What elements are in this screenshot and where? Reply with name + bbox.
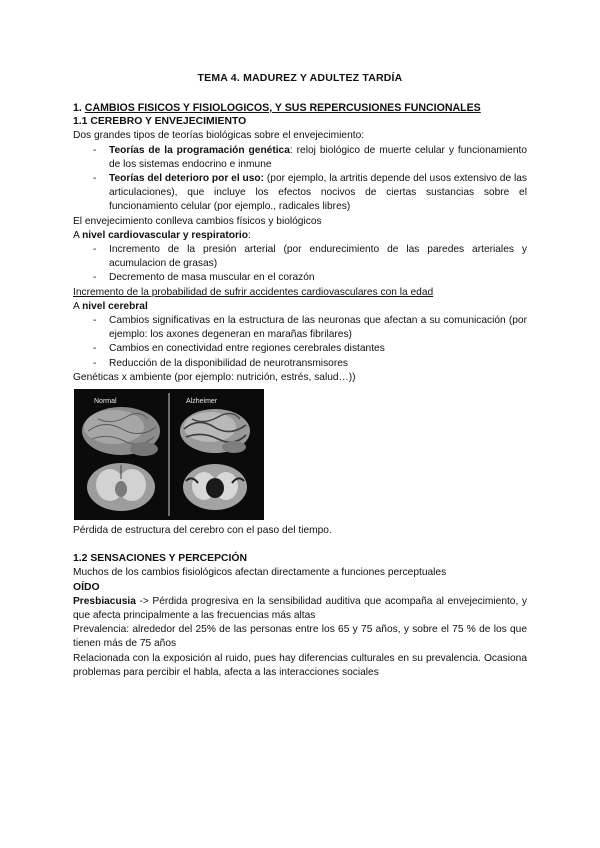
cardio-heading <box>73 229 527 243</box>
theory-description: : reloj biológico de muerte celular y funcionamiento de los sistemas endocrino e inmune <box>109 144 527 170</box>
subsection-1-2-heading: 1.2 SENSACIONES Y PERCEPCIÓN <box>73 553 248 565</box>
theory-description: (por ejemplo, la artritis depende del usos extensivo de las articulaciones), que incluye los efectos nocivos de ciertas sustancias sobre el funcionamiento celular (por ejemplo., radicales libres) <box>109 173 527 213</box>
brain-heading <box>73 300 527 314</box>
theory-name: Teorías de la programación genética <box>109 144 290 156</box>
document-body <box>73 101 527 680</box>
figure-caption: Pérdida de estructura del cerebro con el paso del tiempo. <box>73 525 332 537</box>
brain-list <box>73 314 527 371</box>
list-item: - Cambios en conectividad entre regiones cerebrales distantes <box>93 342 527 356</box>
cardio-suffix: : <box>247 229 251 241</box>
alzheimer-brain-lateral <box>180 409 250 453</box>
brain-comparison-image <box>74 389 264 520</box>
cardio-label: nivel cardiovascular y respiratorio <box>82 229 248 241</box>
document-title: TEMA 4. MADUREZ Y ADULTEZ TARDÍA <box>197 72 403 84</box>
list-item <box>93 172 527 215</box>
list-item <box>93 144 527 172</box>
list-item: - Decremento de masa muscular en el corazón <box>93 271 527 285</box>
changes-line: El envejecimiento conlleva cambios físicos y biológicos <box>73 215 322 227</box>
presbiacusia-definition: -> Pérdida progresiva en la sensibilidad auditiva que acompaña al envejecimiento, y que afecta principalmente a las frecuencias más altas <box>73 595 527 622</box>
theories-intro: Dos grandes tipos de teorías biológicas sobre el envejecimiento: <box>73 130 365 142</box>
brain-illustration <box>74 389 264 520</box>
brain-label: nivel cerebral <box>82 300 148 312</box>
theory-name: Teorías del deterioro por el uso: <box>109 173 265 185</box>
cardio-note: Incremento de la probabilidad de sufrir accidentes cardiovasculares con la edad <box>73 286 434 298</box>
subsection-1-1-heading: 1.1 CEREBRO Y ENVEJECIMIENTO <box>73 116 247 128</box>
section-1-heading <box>73 101 527 115</box>
prevalence-paragraph: Prevalencia: alrededor del 25% de las personas entre los 65 y 75 años, y sobre el 75 % de los que tienen más de 75 años <box>73 624 527 650</box>
presbiacusia-paragraph <box>73 595 527 623</box>
alzheimer-brain-coronal <box>183 464 247 510</box>
cardio-prefix: A <box>73 229 83 241</box>
list-item: - Reducción de la disponibilidad de neurotransmisores <box>93 357 527 371</box>
section-1-number: 1. <box>73 102 82 114</box>
ear-heading: OÍDO <box>73 581 100 593</box>
cardio-list <box>73 243 527 286</box>
brain-prefix: A <box>73 300 83 312</box>
label-alzheimer: Alzheimer <box>186 398 218 406</box>
noise-paragraph: Relacionada con la exposición al ruido, pues hay diferencias culturales en su prevalencia. Ocasiona problemas para percibir el habla, afecta a las interacciones sociales <box>73 652 527 678</box>
section-1-title: CAMBIOS FISICOS Y FISIOLOGICOS, Y SUS REPERCUSIONES FUNCIONALES <box>84 102 481 114</box>
theories-list <box>73 144 527 215</box>
perception-intro: Muchos de los cambios fisiológicos afectan directamente a funciones perceptuales <box>73 567 447 579</box>
list-item: - Cambios significativas en la estructura de las neuronas que afectan a su comunicación (por ejemplo: los axones degeneran en marañas fibrilares) <box>93 314 527 342</box>
label-normal: Normal <box>94 398 117 406</box>
genetics-line: Genéticas x ambiente (por ejemplo: nutrición, estrés, salud…)) <box>73 371 356 383</box>
normal-brain-coronal <box>87 463 155 511</box>
presbiacusia-term: Presbiacusia <box>73 595 136 607</box>
list-item: - Incremento de la presión arterial (por endurecimiento de las paredes arteriales y acumulacion de grasas) <box>93 243 527 271</box>
